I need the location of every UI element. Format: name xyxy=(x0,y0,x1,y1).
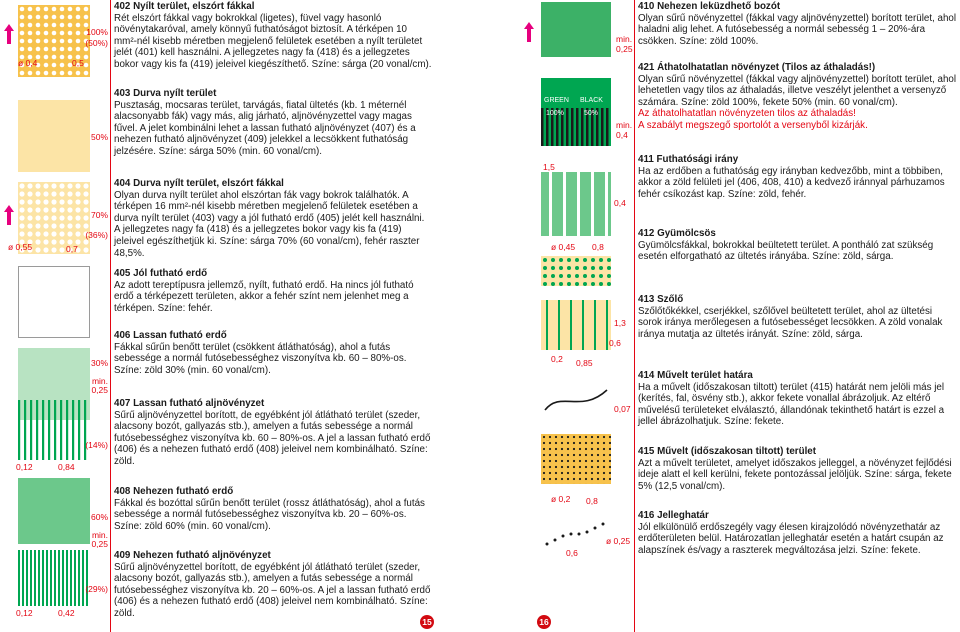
entry-title: 406 Lassan futható erdő xyxy=(114,330,227,341)
entry-body: Gyümölcsfákkal, bokrokkal beültetett terület. A pontháló zat szükség esetén elforgatható az ültetés irányába. Színe: zöld, sárga. xyxy=(638,239,934,263)
entry-412 xyxy=(638,228,958,263)
label-05: 0,5 xyxy=(72,58,84,68)
entry-416 xyxy=(638,510,958,556)
entry-403 xyxy=(114,88,432,158)
pct-50-paren: (50%) xyxy=(85,38,108,48)
pct-min: min. xyxy=(91,376,108,386)
label-025: 0,25 xyxy=(616,44,633,54)
legend-black: BLACK xyxy=(580,97,603,104)
entry-407 xyxy=(114,398,432,468)
label-diameter-02: ø 0,2 xyxy=(551,494,571,504)
entry-title: 411 Futhatósági irány xyxy=(638,154,739,165)
entry-body: Rét elszórt fákkal vagy bokrokkal (ligetes), füvel vagy hasonló növénytakaróval, amely könnyű futhatóságot biztosít. A térképen 10 mm²-nél kisebb méretben megjelenő felületek esetében a nyílt területet jelét (401) kell használni. A jellegzetes nagy fa (418) és a jellegzetes bokor vagy kis fa (419) jeleivel kiegészíthető. Színe: sárga (20 vonal/cm). xyxy=(114,12,432,70)
label-15: 1,5 xyxy=(543,162,555,172)
entry-title: 403 Durva nyílt terület xyxy=(114,88,217,99)
label-min: min. xyxy=(616,120,633,130)
pct-36-paren: (36%) xyxy=(85,230,108,240)
entry-title: 405 Jól futható erdő xyxy=(114,268,208,279)
pct-min: min. xyxy=(91,530,108,540)
entry-body: Olyan sűrű növényzettel (fákkal vagy aljnövényzettel) borított terület, ahol haladni alig lehet. A futósebesség a normál sebesség 1 – 20%-ára csökken. Színe: zöld 100%. xyxy=(638,12,957,47)
entry-body: Sűrű aljnövényzettel borított, de egyébként jól átlátható terület (szeder, alacsony bozót, gallyazás stb.), amelyen a futás sebessége a normál futósebességhez viszonyítva kb. 60 – 80%-os. A jel a lassan futható erdő (406) és a nehezen futható erdő (408) jeleivel nem kombinálható. Színe: zöld. xyxy=(114,409,431,467)
label-06: 0,6 xyxy=(566,548,578,558)
page-number: 16 xyxy=(537,615,551,629)
warning-text: Az áthatolhatatlan növényzeten tilos az áthaladás! xyxy=(638,108,856,120)
entry-title: 416 Jelleghatár xyxy=(638,510,709,521)
pct-29-paren: (29%) xyxy=(85,584,108,594)
pct-14-paren: (14%) xyxy=(85,440,108,450)
entry-body: Ha az erdőben a futhatóság egy irányban kedvezőbb, mint a többiben, akkor a zöld felületi jel (406, 408, 410) a kedvező iránnyal párhuzamos fehér csíkozást kap. Színe: zöld, fehér. xyxy=(638,165,945,200)
label-007: 0,07 xyxy=(614,404,631,414)
pct-30: 30% xyxy=(90,358,108,368)
entry-408 xyxy=(114,486,432,532)
entry-title: 402 Nyílt terület, elszórt fákkal xyxy=(114,1,255,12)
label-02: 0,2 xyxy=(551,354,563,364)
divider-line xyxy=(110,0,111,632)
entry-title: 407 Lassan futható aljnövényzet xyxy=(114,398,265,409)
entry-body: Fákkal és bozóttal sűrűn benőtt terület (rossz átláthatóság), ahol a futás sebessége a normál futósebességhez viszonyítva kb. 20 – 60%-os. Színe: zöld 60% (min. 60 vonal/cm). xyxy=(114,497,425,532)
entry-415 xyxy=(638,446,958,492)
symbol-412-orchard xyxy=(541,256,611,286)
label-diameter-04: ø 0,4 xyxy=(18,58,38,68)
arrow-up-icon xyxy=(524,22,534,42)
label-085: 0,85 xyxy=(576,358,593,368)
label-012: 0,12 xyxy=(16,462,33,472)
label-07: 0,7 xyxy=(66,244,78,254)
label-04: 0,4 xyxy=(614,198,626,208)
entry-411 xyxy=(638,154,958,200)
label-diameter-045: ø 0,45 xyxy=(551,242,576,252)
symbol-405-easy-running-forest xyxy=(18,266,90,338)
entry-402 xyxy=(114,1,432,71)
legend-50: 50% xyxy=(584,110,599,117)
symbol-414-cultivated-land-boundary xyxy=(541,380,611,420)
label-diameter-025: ø 0,25 xyxy=(606,536,631,546)
label-06: 0,6 xyxy=(609,338,621,348)
arrow-up-icon xyxy=(4,24,14,44)
entry-body: Pusztaság, mocsaras terület, tarvágás, fiatal ültetés (kb. 1 méternél alacsonyabb fák) vagy más, alig járható, aljnövényzettel vagy magas fűvel. A jelet kombinálni lehet a lassan futható aljnövényzet (407) és a nehezen futható aljnövényzet (409) jelekkel a lecsökkent futhatóság jelzésére. Színe: sárga 50% (min. 60 vonal/cm). xyxy=(114,99,416,157)
page-number: 15 xyxy=(420,615,434,629)
label-042: 0,42 xyxy=(58,608,75,618)
warning-text: A szabályt megszegő sportolót a versenyből kizárják. xyxy=(638,119,868,131)
entry-body: Szőlőtőkékkel, cserjékkel, szőlővel beültetett terület, ahol az ültetési sorok iránya merőlegesen a futósebességet lecsökken. A zöld vonalak iránya mutatja az ültetés irányát. Színe: zöld, sárga. xyxy=(638,305,943,340)
entry-body: Olyan sűrű növényzettel (fákkal vagy aljnövényzettel) borított terület, ahol lehetetlen vagy tilos az áthaladás, illetve veszélyt jelenthet a versenyző számára. Színe: zöld 100%, fekete 50% (min. 60 vonal/cm). xyxy=(638,73,957,108)
symbol-413-vineyard xyxy=(541,300,611,350)
entry-body: Sűrű aljnövényzettel borított, de egyébként jól átlátható terület (szeder, alacsony bozót, gallyazás stb.), amelyen a futás sebessége a normál futósebességhez viszonyítva kb. 20 – 60%-os. A jel a lassan futható erdő (406) és a nehezen futható erdő (408) jeleivel nem kombinálható. Színe: zöld. xyxy=(114,561,431,619)
entry-421 xyxy=(638,62,958,132)
entry-title: 410 Nehezen leküzdhető bozót xyxy=(638,1,781,12)
symbol-411-runnable-direction xyxy=(541,172,611,236)
entry-body: Azt a művelt területet, amelyet időszakos jelleggel, a növényzet fejlődési ideje alatt el kell kerülni, fekete pontozással jelöljük. Színe: sárga, fekete 5% (12,5 vonal/cm). xyxy=(638,457,952,492)
pct-025: 0,25 xyxy=(91,539,108,549)
entry-title: 408 Nehezen futható erdő xyxy=(114,486,234,497)
entry-404 xyxy=(114,178,432,259)
entry-body: Ha a művelt (időszakosan tiltott) terület (415) határát nem jelöli más jel (kerítés, fal, ösvény stb.), akkor fekete vonallal ábrázoljuk. Az eltérő művelésű területeket elválasztó, állandónak tekinthető határt is ezzel a jellel ábrázolhatjuk. Színe: fekete. xyxy=(638,381,945,428)
entry-title: 413 Szőlő xyxy=(638,294,684,305)
legend-100: 100% xyxy=(546,110,564,117)
legend-green: GREEN xyxy=(544,97,569,104)
label-min: min. xyxy=(616,34,633,44)
entry-409 xyxy=(114,550,432,620)
entry-title: 415 Művelt (időszakosan tiltott) terület xyxy=(638,446,817,457)
label-084: 0,84 xyxy=(58,462,75,472)
pct-100: 100% xyxy=(86,27,108,37)
entry-title: 414 Művelt terület határa xyxy=(638,370,753,381)
entry-414 xyxy=(638,370,958,428)
entry-410 xyxy=(638,1,958,47)
symbol-410-vegetation-impassable xyxy=(541,2,611,57)
entry-413 xyxy=(638,294,958,340)
entry-body: Olyan durva nyílt terület ahol elszórtan fák vagy bokrok találhatók. A térképen 16 mm²-nél kisebb méretben megjelenő felületek esetében a durva nyílt terület (403) vagy a jól futható erdő (405) jelét kell használni. A jellegzetes nagy fa (418) és a jellegzetes bokor vagy kis fa (419) jeleivel egészíthetjük ki. Színe: sárga 70% (60 vonal/cm), fehér raszter 48,5%. xyxy=(114,189,425,259)
divider-line xyxy=(634,0,635,632)
entry-title: 404 Durva nyílt terület, elszórt fákkal xyxy=(114,178,284,189)
symbol-407-undergrowth-slow-running xyxy=(18,400,90,460)
pct-60: 60% xyxy=(90,512,108,522)
pct-50: 50% xyxy=(90,132,108,142)
entry-body: Jól elkülönülő erdőszegély vagy élesen kirajzolódó növényzethatár az erdőterületen belül. Határozatlan jelleghatár esetén a határt csupán az alapszínek és/vagy a raszterek megváltozása jelzi. Színe: fekete. xyxy=(638,521,944,556)
symbol-409-undergrowth-difficult-running xyxy=(18,550,90,606)
entry-405 xyxy=(114,268,432,314)
label-diameter-055: ø 0,55 xyxy=(8,242,33,252)
label-13: 1,3 xyxy=(614,318,626,328)
label-012: 0,12 xyxy=(16,608,33,618)
pct-025: 0,25 xyxy=(91,385,108,395)
symbol-415-cultivated-land xyxy=(541,434,611,484)
entry-title: 421 Áthatolhatatlan növényzet (Tilos az áthaladás!) xyxy=(638,62,876,73)
entry-title: 409 Nehezen futható aljnövényzet xyxy=(114,550,271,561)
entry-body: Az adott tereptípusra jellemző, nyílt, futható erdő. Ha nincs jól futható erdő a térképezett területen, akkor a fehér színt nem jelenhet meg a térképen. Színe: fehér. xyxy=(114,279,414,314)
arrow-up-icon xyxy=(4,205,14,225)
label-04: 0,4 xyxy=(616,130,628,140)
label-08: 0,8 xyxy=(586,496,598,506)
entry-title: 412 Gyümölcsös xyxy=(638,228,716,239)
entry-body: Fákkal sűrűn benőtt terület (csökkent átláthatóság), ahol a futás sebessége a normál futósebességhez viszonyítva kb. 60 – 80%-os. Színe: zöld 30% (min. 60 vonal/cm). xyxy=(114,341,407,376)
pct-70: 70% xyxy=(90,210,108,220)
label-08: 0,8 xyxy=(592,242,604,252)
entry-406 xyxy=(114,330,432,376)
